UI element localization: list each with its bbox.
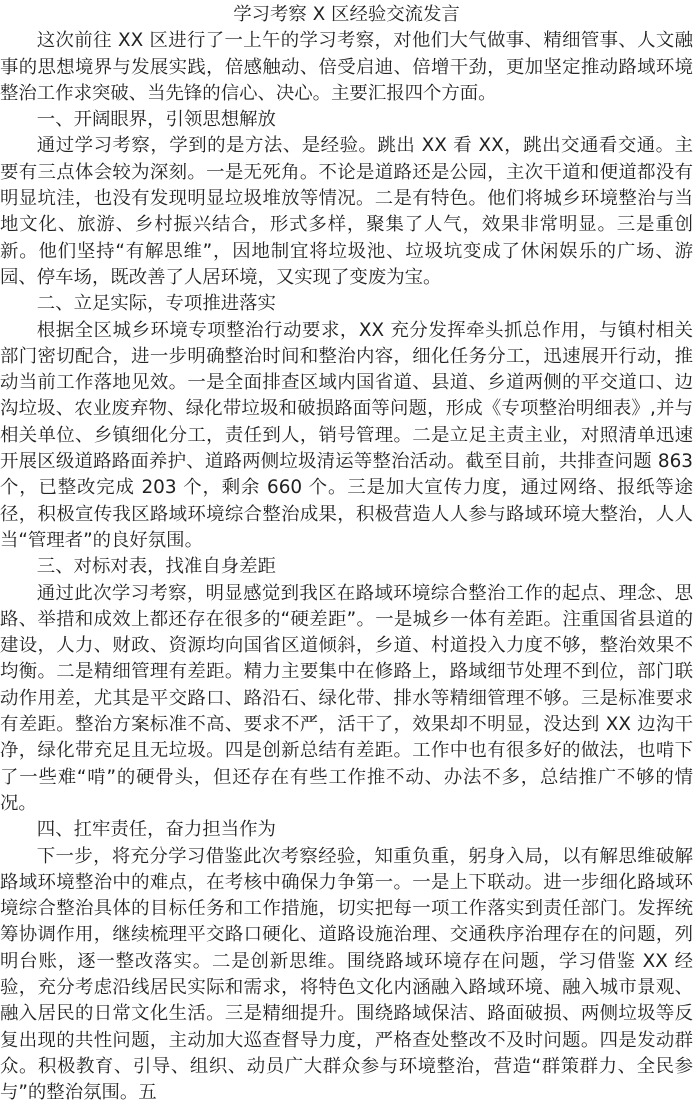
section-heading-3: 三、对标对表，找准自身差距	[0, 554, 693, 580]
section-body-4: 下一步，将充分学习借鉴此次考察经验，知重负重，躬身入局，以有解思维破解路域环境整治中的难点，在考核中确保力争第一。一是上下联动。进一步细化路域环境综合整治具体的目标任务和工作措施，切实把每一项工作落实到责任部门。发挥统筹协调作用，继续梳理平交路口硬化、道路设施治理、交通秩序治理存在的问题，列明台账，逐一整改落实。二是创新思维。围绕路域环境存在问题，学习借鉴 XX 经验，充分考虑沿线居民实际和需求，将特色文化内涵融入路域环境、融入城市景观、融入居民的日常文化生活。三是精细提升。围绕路域保洁、路面破损、两侧垃圾等反复出现的共性问题，主动加大巡查督导力度，严格查处整改不及时问题。四是发动群众。积极教育、引导、组织、动员广大群众参与环境整治，营造“群策群力、全民参与”的整治氛围。五	[0, 844, 693, 1106]
section-heading-2: 二、立足实际，专项推进落实	[0, 291, 693, 317]
section-body-1: 通过学习考察，学到的是方法、是经验。跳出 XX 看 XX，跳出交通看交通。主要有三点体会较为深刻。一是无死角。不论是道路还是公园，主次干道和便道都没有明显坑洼，也没有发现明显垃圾堆放等情况。二是有特色。他们将城乡环境整治与当地文化、旅游、乡村振兴结合，形式多样，聚集了人气，效果非常明显。三是重创新。他们坚持“有解思维”，因地制宜将垃圾池、垃圾坑变成了休闲娱乐的广场、游园、停车场，既改善了人居环境，又实现了变废为宝。	[0, 133, 693, 291]
document-title: 学习考察 X 区经验交流发言	[0, 2, 693, 28]
section-body-3: 通过此次学习考察，明显感觉到我区在路域环境综合整治工作的起点、理念、思路、举措和成效上都还存在很多的“硬差距”。一是城乡一体有差距。注重国省县道的建设，人力、财政、资源均向国省区道倾斜，乡道、村道投入力度不够，整治效果不均衡。二是精细管理有差距。精力主要集中在修路上，路域细节处理不到位，部门联动作用差，尤其是平交路口、路沿石、绿化带、排水等精细管理不够。三是标准要求有差距。整治方案标准不高、要求不严，活干了，效果却不明显，没达到 XX 边沟干净，绿化带充足且无垃圾。四是创新总结有差距。工作中也有很多好的做法，也啃下了一些难“啃”的硬骨头，但还存在有些工作推不动、办法不多，总结推广不够的情况。	[0, 581, 693, 818]
section-heading-4: 四、扛牢责任，奋力担当作为	[0, 817, 693, 843]
intro-paragraph: 这次前往 XX 区进行了一上午的学习考察，对他们大气做事、精细管事、人文融事的思想境界与发展实践，倍感触动、倍受启迪、倍增干劲，更加坚定推动路域环境整治工作求突破、当先锋的信心、决心。主要汇报四个方面。	[0, 28, 693, 107]
section-heading-1: 一、开阔眼界，引领思想解放	[0, 107, 693, 133]
section-body-2: 根据全区城乡环境专项整治行动要求，XX 充分发挥牵头抓总作用，与镇村相关部门密切配合，进一步明确整治时间和整治内容，细化任务分工，迅速展开行动，推动当前工作落地见效。一是全面排查区域内国省道、县道、乡道两侧的平交道口、边沟垃圾、农业废弃物、绿化带垃圾和破损路面等问题，形成《专项整治明细表》,并与相关单位、乡镇细化分工，责任到人，销号管理。二是立足主责主业，对照清单迅速开展区级道路路面养护、道路两侧垃圾清运等整治活动。截至目前，共排查问题 863 个，已整改完成 203 个，剩余 660 个。三是加大宣传力度，通过网络、报纸等途径，积极宣传我区路域环境综合整治成果，积极营造人人参与路域环境大整治，人人当“管理者”的良好氛围。	[0, 318, 693, 555]
